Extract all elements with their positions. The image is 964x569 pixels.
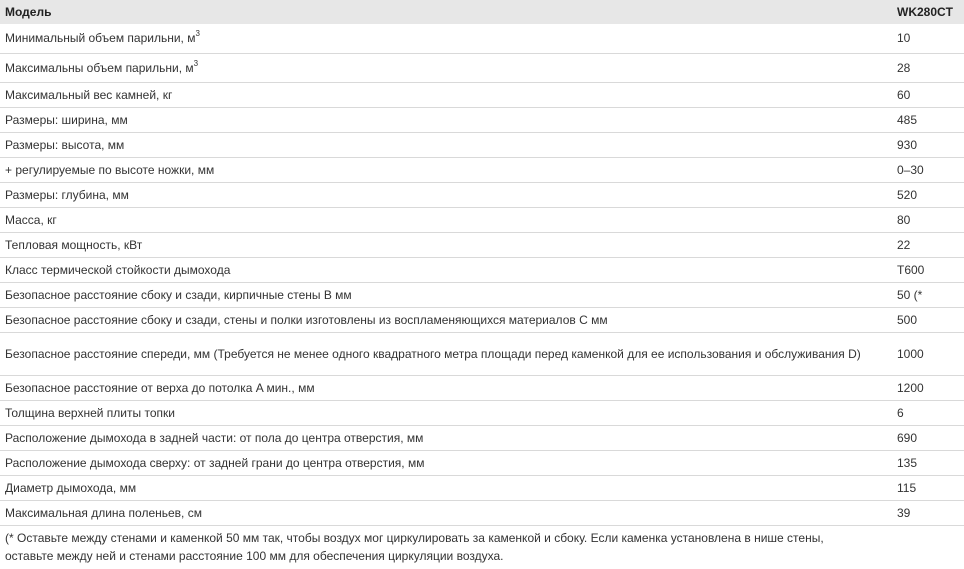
row-value: 1200 [893, 375, 964, 400]
superscript: 3 [193, 58, 199, 68]
row-value: 6 [893, 400, 964, 425]
row-value: 80 [893, 207, 964, 232]
table-row [0, 107, 964, 132]
table-row [0, 475, 964, 500]
table-row [0, 157, 964, 182]
row-label: Минимальный объем парильни, $м^3$ [0, 24, 893, 53]
row-label: Расположение дымохода в задней части: от пола до центра отверстия, мм [0, 425, 893, 450]
table-row [0, 207, 964, 232]
table-row [0, 500, 964, 525]
row-value: 135 [893, 450, 964, 475]
row-value: T600 [893, 257, 964, 282]
header-label: Модель [5, 5, 52, 19]
table-row [0, 82, 964, 107]
table-row [0, 425, 964, 450]
table-row [0, 132, 964, 157]
row-value: 520 [893, 182, 964, 207]
row-label: Размеры: ширина, мм [0, 107, 893, 132]
row-value: 500 [893, 307, 964, 332]
row-value: 39 [893, 500, 964, 525]
superscript: 3 [195, 29, 200, 39]
table-row [0, 232, 964, 257]
table-row [0, 53, 964, 82]
row-label: Безопасное расстояние сбоку и сзади, кирпичные стены B мм [0, 282, 893, 307]
table-row [0, 375, 964, 400]
row-value: 22 [893, 232, 964, 257]
table-row [0, 450, 964, 475]
row-label: Толщина верхней плиты топки [0, 400, 893, 425]
row-label: Расположение дымохода сверху: от задней грани до центра отверстия, мм [0, 450, 893, 475]
table-row [0, 282, 964, 307]
row-value: 10 [893, 24, 964, 53]
row-label: Масса, кг [0, 207, 893, 232]
row-label: Диаметр дымохода, мм [0, 475, 893, 500]
footnote: (* Оставьте между стенами и каменкой 50 мм так, чтобы воздух мог циркулировать за каменкой и сбоку. Если каменка установлена в нише стены, оставьте между ней и стенами расстояние 100 мм для обеспечения циркуляции воздуха. [5, 530, 824, 563]
row-value: 0–30 [893, 157, 964, 182]
table-row [0, 307, 964, 332]
row-label: Размеры: высота, мм [0, 132, 893, 157]
row-value: 28 [893, 53, 964, 82]
row-label: Безопасное расстояние спереди, мм (Требуется не менее одного квадратного метра площади перед каменкой для ее использования и обслуживания D) [0, 332, 893, 375]
row-value: 485 [893, 107, 964, 132]
table-row [0, 257, 964, 282]
row-label: Размеры: глубина, мм [0, 182, 893, 207]
row-label: Максимальная длина поленьев, см [0, 500, 893, 525]
table-row [0, 24, 964, 53]
row-value: 115 [893, 475, 964, 500]
row-label: Безопасное расстояние сбоку и сзади, стены и полки изготовлены из воспламеняющихся материалов C мм [0, 307, 893, 332]
row-label: Безопасное расстояние от верха до потолка A мин., мм [0, 375, 893, 400]
table-header-row [0, 0, 964, 24]
table-row [0, 400, 964, 425]
row-value: 1000 [893, 332, 964, 375]
row-label: Максимальный вес камней, кг [0, 82, 893, 107]
row-label: Класс термической стойкости дымохода [0, 257, 893, 282]
row-value: 930 [893, 132, 964, 157]
table-row [0, 332, 964, 375]
row-label: + регулируемые по высоте ножки, мм [0, 157, 893, 182]
table-row [0, 182, 964, 207]
row-label: Максимальны объем парильни, $м^3$ [0, 53, 893, 82]
row-value: 60 [893, 82, 964, 107]
header-model: WK280CT [897, 5, 954, 19]
row-value: 690 [893, 425, 964, 450]
row-value: 50 (* [893, 282, 964, 307]
row-label: Тепловая мощность, кВт [0, 232, 893, 257]
